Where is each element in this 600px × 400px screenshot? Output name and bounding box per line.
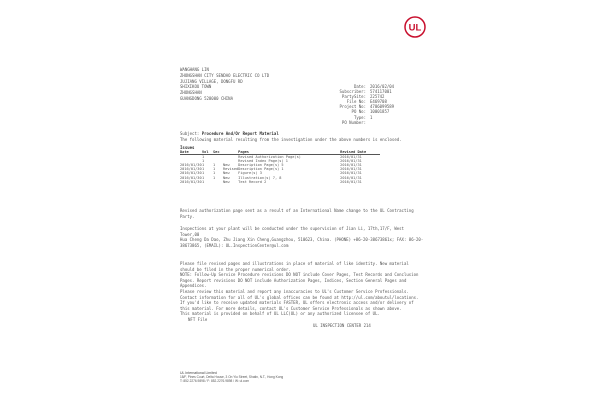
cell: 2016/01/31	[340, 159, 362, 164]
text-line: Inspections at your plant will be conducted under the supervision of Jian Li, 17th,17/F, West	[180, 226, 404, 231]
cell: New	[223, 163, 230, 168]
paragraph-instructions	[180, 261, 420, 328]
meta-labels	[336, 84, 366, 125]
meta-label-subscriber: Subscriber:	[339, 89, 366, 95]
text-line: Hua Cheng Da Dao, Zhu Jiang Xin Cheng,Guangzhou, 510623, China. (PHONE) +86-20-38673861x; FAX: 86-20-	[180, 237, 424, 243]
cell: New	[223, 179, 230, 184]
issues-table	[180, 150, 380, 184]
cell: 1	[202, 155, 205, 160]
footer-contact: T: 852.2276.9898 / F: 852.2276.9898 / W: ul.com	[180, 379, 250, 384]
address-line: ZHONGSHAN CITY SENDAO ELECTRIC CO LTD	[180, 72, 270, 78]
meta-label-date: Date:	[353, 84, 366, 89]
text-line: Tower,00	[180, 231, 200, 237]
cell: 2016/01/31	[340, 163, 362, 168]
cell: 2016/01/30	[180, 175, 202, 180]
table-row	[180, 180, 380, 184]
cell: Revised	[223, 167, 239, 172]
ul-logo-text: UL	[408, 22, 422, 34]
meta-value-date: 2016/02/04	[370, 84, 395, 89]
cell: 2016/01/30	[180, 163, 202, 168]
footer-company: UL International Limited	[180, 371, 217, 375]
signature: UL INSPECTION CENTER 214	[313, 322, 371, 328]
cell	[213, 180, 223, 184]
cell: Figure(s) 3	[238, 171, 262, 176]
cell: Illustration(s) 7, 8	[238, 175, 282, 180]
cell: 1	[202, 179, 205, 184]
cell: 1	[202, 175, 205, 180]
subject-label: Subject:	[180, 131, 200, 136]
meta-label-po-number: PO Number:	[341, 119, 366, 125]
meta-value-type: 1	[370, 114, 373, 120]
cell: 2016/01/31	[340, 171, 362, 176]
intro-text: The following material resulting from the investigation under the above numbers is enclosed.	[180, 137, 402, 142]
cell: New	[223, 171, 230, 176]
meta-label-po-no: PO No:	[351, 109, 366, 115]
cell: 1	[213, 175, 216, 180]
cell: Description Page(s) 5	[238, 163, 284, 168]
ul-logo	[404, 16, 426, 38]
meta-values	[370, 84, 394, 120]
text-line: Appendices.	[180, 283, 207, 289]
page-footer	[180, 371, 283, 384]
address-line: GUANGDONG 528000 CHINA	[180, 95, 233, 101]
text-line: Pages. Report revisions DO NOT include Authorization Pages, Indices, Section General Pages and	[180, 277, 407, 283]
meta-value-file-no: E469708	[370, 99, 387, 105]
meta-label-partysite: PartySite:	[341, 94, 366, 100]
text-line: Party.	[180, 213, 195, 219]
nft-file-note: NFT File	[188, 316, 208, 322]
meta-label-file-no: File No:	[346, 99, 366, 105]
cell: 1	[202, 167, 205, 172]
cell: Description Page(s) 1	[238, 167, 284, 172]
cell: New	[223, 175, 230, 180]
cell: Test Record 2	[238, 179, 267, 184]
meta-value-project-no: 4786099589	[370, 104, 395, 110]
cell: Revised Index Page(s) 1	[238, 159, 288, 164]
cell: 2016/01/31	[340, 179, 362, 184]
meta-label-project-no: Project No:	[339, 104, 366, 110]
text-line: Please review this material and report any inaccuracies to UL's Customer Service Professionals.	[180, 288, 409, 294]
meta-value-subscriber: 574117001	[370, 89, 392, 95]
cell: 2016/01/31	[340, 175, 362, 180]
footer-address: 18/F, Pines Court, Delta House, 3 On Yiu Street, Shatin, N.T., Hong Kong	[180, 375, 284, 380]
text-line: NOTE: Follow-Up Service Procedure revisions DO NOT include Cover Pages, Test Records and Conclusion	[180, 272, 419, 278]
text-line: Revised authorization page sent as a result of an International Name change to the UL Contracting	[180, 208, 414, 213]
address-line: ZHONGSHAN	[180, 90, 202, 96]
cell: 2016/01/31	[340, 167, 362, 172]
issues-title: Issues	[180, 145, 195, 150]
address-line: SHIXIKOU TOWN	[180, 84, 212, 90]
cell: 1	[213, 171, 216, 176]
meta-value-po-no: 10001857	[370, 109, 390, 115]
text-line: This material is provided on behalf of UL LLC(UL) or any authorized licensee of UL.	[180, 311, 380, 317]
address-line: WANGHANG LIN	[180, 67, 209, 72]
cell: 1	[213, 163, 216, 168]
cell: 1	[213, 167, 216, 172]
subject-text: Procedure And/Or Report Material	[201, 131, 279, 136]
col-sec: Sec	[213, 150, 223, 155]
text-line: this material. For more details, contact UL's Customer Service Professionals as shown above.	[180, 305, 402, 311]
cell: 2016/01/31	[340, 155, 362, 160]
col-pages: Pages	[238, 150, 340, 155]
meta-value-partysite: 225742	[370, 94, 385, 100]
meta-label-type: Type:	[353, 114, 366, 120]
cell: 2016/01/30	[180, 171, 202, 176]
col-vol: Vol	[202, 150, 213, 155]
text-line: should be filed in the proper numerical order.	[180, 266, 291, 272]
cell: 1	[202, 163, 205, 168]
cell: 1	[202, 159, 205, 164]
paragraph-revision-note	[180, 208, 420, 219]
cell: 1	[202, 171, 205, 176]
address-line: JUJIANG VILLAGE, DONGFU RD	[180, 78, 243, 84]
text-line: If you'd like to receive updated materials FASTER, UL offers electronic access and/or delivery of	[180, 300, 414, 306]
recipient-address	[180, 67, 269, 102]
col-revised-date: Revised Date	[340, 150, 380, 155]
text-line: Please file revised pages and illustrations in place of material of like identity. New material	[180, 261, 409, 266]
cell: 2016/01/30	[180, 167, 202, 172]
text-line: 38673865, (EMAIL): UL.InspectionCenter@ul.com	[180, 242, 289, 248]
paragraph-inspections	[180, 226, 424, 248]
cell: Revised Authorization Page(s)	[238, 155, 301, 160]
cell: 2016/01/30	[180, 179, 202, 184]
text-line: Contact information for all of UL's global offices can be found at http://ul.com/aboutul/locations.	[180, 294, 419, 300]
col-date: Date	[180, 150, 202, 155]
